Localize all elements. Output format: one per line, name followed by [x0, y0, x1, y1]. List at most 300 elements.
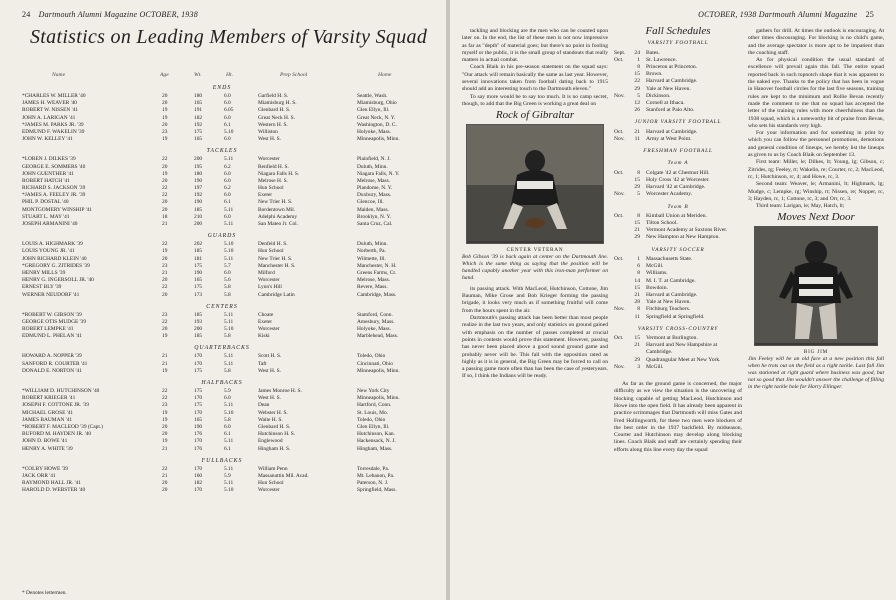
- table-row: [22, 270, 422, 277]
- player-height: 5.10: [224, 326, 234, 333]
- position-heading: ENDS: [212, 85, 232, 91]
- schedule-event: St. Lawrence.: [646, 56, 677, 63]
- table-row: [22, 221, 422, 228]
- table-row: [22, 178, 422, 185]
- player-prep-school: Denfeld H. S.: [258, 241, 288, 248]
- player-prep-school: Worcester: [258, 156, 280, 163]
- schedule-row: [614, 57, 742, 64]
- player-height: 6.0: [224, 114, 231, 121]
- player-prep-school: Dean: [258, 402, 270, 409]
- player-home: Manchester, N. H.: [357, 262, 397, 269]
- schedule-event: Vermont Academy at Saxtons River.: [646, 227, 728, 234]
- player-age: 20: [162, 121, 168, 128]
- player-home: Toledo, Ohio: [357, 416, 386, 423]
- schedule-month: Nov.: [614, 135, 625, 142]
- table-row: [22, 107, 422, 114]
- player-home: Hartford, Conn.: [357, 402, 392, 409]
- player-height: 6.0: [224, 177, 231, 184]
- right-page: [450, 0, 896, 600]
- player-age: 22: [162, 465, 168, 472]
- player-name: *LOREN J. DILKES '39: [22, 156, 76, 163]
- player-prep-school: Manchester H. S.: [258, 262, 296, 269]
- player-name: LOUIS A. HIGHMARK '39: [22, 241, 83, 248]
- schedule-event: Harvard at Cambridge.: [646, 291, 698, 298]
- player-weight: 175: [194, 284, 203, 291]
- player-age: 22: [162, 388, 168, 394]
- player-name: JOHN A. LARIGAN '41: [22, 114, 76, 121]
- schedule-month: Nov.: [614, 191, 625, 198]
- paragraph: Dartmouth's passing attack has been better than most people realize in the last two years, and only statistics on ground gained with emphasis on the number of passes completed at crucial points in contests would prove this statement. However, passing has never been placed above a good sound ground game and probably never will be. This fall with the opposition rated as highly as it is in general, the Big Green may be forced to call on a passing game more often than has been the case of yesteryears. If so, I think the Indians will be ready.: [462, 315, 608, 380]
- player-weight: 185: [194, 206, 203, 213]
- table-row: [22, 487, 422, 494]
- schedule-event: Worcester Academy.: [646, 191, 693, 198]
- player-age: 22: [162, 192, 168, 199]
- player-age: 19: [162, 438, 168, 445]
- fall-schedules: [614, 40, 742, 371]
- column-header-prep-school: Prep School: [280, 72, 308, 78]
- article-column-2: [614, 25, 742, 454]
- paragraph: As far as the ground game is concerned, the major difficulty as we view the situation is the uncovering of blocking capable of getting MacLeod, Hutchinson and Howe into the open field. It has already been apparent in practice scrimmages that Dartmouth will miss Gates and Fred Hollingworth, for these two men were blockers of the best order in the 1937 backfield. By midseason, Courter and Hutchinson may develop along blocking lines. Coach Blaik and staff are certainly spending their efforts along this line every day the squad: [614, 381, 742, 453]
- player-age: 20: [162, 423, 168, 430]
- player-age: 22: [162, 241, 168, 248]
- column-header-age: Age: [160, 72, 169, 78]
- player-height: 5.9: [224, 472, 231, 479]
- table-row: [22, 164, 422, 171]
- schedule-day: 1: [637, 255, 640, 262]
- left-page: [0, 0, 446, 600]
- player-height: 5.9: [224, 388, 231, 394]
- player-prep-school: Worcester: [258, 326, 280, 333]
- schedule-event: New Hampton at New Hampton.: [646, 234, 720, 241]
- schedule-event: Kimball Union at Meriden.: [646, 212, 707, 219]
- player-prep-school: West H. S.: [258, 136, 281, 143]
- player-name: BUFORD M. HAYDEN JR. '40: [22, 431, 92, 438]
- player-name: *ROBERT W. GIBSON '39: [22, 311, 82, 318]
- player-age: 22: [162, 318, 168, 325]
- player-home: Hackensack, N. J.: [357, 438, 396, 445]
- running-head-text-left: Dartmouth Alumni Magazine OCTOBER, 1938: [38, 10, 198, 19]
- paragraph: gathers for drill. At times the outlook is encouraging. At other times discouraging. For blocking is no child's game, and the average spectator is more apt to be impatient than the coaching staff.: [748, 28, 884, 56]
- schedule-row: [614, 256, 742, 263]
- column-header-home: Home: [378, 72, 392, 78]
- player-home: Miamisburg, Ohio: [357, 100, 397, 107]
- running-head-right: [698, 10, 880, 19]
- player-name: JOSEPH ARMANINI '40: [22, 221, 78, 227]
- schedule-row: [614, 306, 742, 313]
- player-weight: 191: [194, 107, 203, 114]
- schedule-event: Harvard at Cambridge.: [646, 128, 698, 135]
- player-name: WERNER NEUDORF '41: [22, 291, 80, 298]
- position-heading: CENTERS: [206, 303, 238, 310]
- schedule-event: Dickinson.: [646, 92, 671, 99]
- player-name: GEORGE OTIS MUDGE '39: [22, 318, 87, 325]
- table-row: [22, 312, 422, 319]
- player-weight: 170: [194, 409, 203, 416]
- player-weight: 176: [194, 431, 203, 438]
- player-age: 21: [162, 472, 168, 479]
- player-prep-school: Taft: [258, 360, 267, 367]
- player-name: JOHN D. BOWE '41: [22, 438, 68, 445]
- paragraph: Second team: Weaver, le; Armanini, lt; Highmark, lg; Mudge, c; Lempke, rg; Winship, rt; Nissen, re; Nopper, rc, 3; Hayden, rc, 1; Cottone, rc, 3; and Orr, rc, 3.: [748, 181, 884, 202]
- player-prep-school: Exeter: [258, 318, 273, 325]
- player-prep-school: Waite H. S.: [258, 416, 283, 423]
- page-number-left: 24: [22, 10, 31, 19]
- schedule-event: Army at West Point.: [646, 135, 692, 142]
- schedule-month: Oct.: [614, 169, 624, 176]
- table-row: [22, 115, 422, 122]
- center-veteran-caption-head: CENTER VETERAN: [506, 246, 564, 253]
- table-row: [22, 129, 422, 136]
- paragraph: Coach Blaik in his pre-season statement on the squad says: "Our attack will remain basically the same as last year. However, several innovations taken from football dating back to 1915 should add an interesting touch to the Dartmouth eleven.": [462, 64, 608, 93]
- article-column-3: [748, 28, 884, 391]
- player-height: 6.2: [224, 163, 231, 170]
- player-prep-school: Hutchinson H. S.: [258, 431, 296, 438]
- football-player-standing-image: [755, 227, 877, 343]
- player-prep-school: Niagara Falls H. S.: [258, 170, 300, 177]
- player-weight: 182: [194, 480, 203, 487]
- player-prep-school: West H. S.: [258, 367, 281, 374]
- player-home: Brooklyn, N. Y.: [357, 213, 391, 220]
- table-row: [22, 100, 422, 107]
- article-column-1: [462, 28, 608, 381]
- player-weight: 210: [194, 213, 203, 220]
- schedule-event: Yale at New Haven.: [646, 299, 691, 306]
- schedule-day: 8: [637, 212, 640, 219]
- player-height: 5.11: [224, 311, 234, 318]
- schedule-month: Oct.: [614, 56, 624, 63]
- player-name: JAMES H. WEAVER '40: [22, 100, 77, 107]
- schedule-day: 12: [634, 100, 640, 107]
- player-home: Holyoke, Mass.: [357, 326, 391, 333]
- table-row: [22, 277, 422, 284]
- schedule-day: 6: [637, 263, 640, 270]
- table-row: [22, 473, 422, 480]
- schedule-day: 21: [634, 342, 640, 349]
- player-name: *ROBERT F. MACLEOD '39 (Capt.): [22, 423, 103, 430]
- player-prep-school: Hun School: [258, 185, 284, 192]
- table-row: [22, 263, 422, 270]
- player-age: 20: [162, 206, 168, 213]
- player-height: 5.10: [224, 241, 234, 248]
- schedule-event: Princeton at Princeton.: [646, 64, 698, 70]
- player-name: JAMES BAUMAN '41: [22, 416, 73, 423]
- player-home: Duluth, Minn.: [357, 241, 388, 248]
- table-row: [22, 214, 422, 221]
- schedule-event: Brown.: [646, 71, 663, 78]
- player-name: *WILLIAM D. HUTCHINSON '40: [22, 388, 100, 394]
- player-age: 20: [162, 177, 168, 184]
- player-prep-school: Great Neck H. S.: [258, 114, 295, 121]
- schedule-event: Massachusetts State.: [646, 255, 693, 262]
- schedule-event: Springfield at Springfield.: [646, 313, 705, 320]
- schedule-row: [614, 227, 742, 234]
- player-name: ROBERT LEMPKE '41: [22, 326, 74, 333]
- schedule-day: 29: [634, 184, 640, 191]
- player-height: 5.8: [224, 367, 231, 374]
- player-prep-school: Worcester: [258, 277, 280, 284]
- ground-game-paragraphs: [614, 381, 742, 454]
- player-age: 22: [162, 395, 168, 402]
- player-age: 19: [162, 136, 168, 143]
- player-name: HENRY MILLS '39: [22, 269, 66, 276]
- player-name: ROBERT HATCH '41: [22, 177, 70, 184]
- schedule-row: [614, 335, 742, 342]
- player-prep-school: Cambridge Latin: [258, 291, 295, 298]
- player-weight: 165: [194, 277, 203, 284]
- player-home: Cambridge, Mass.: [357, 291, 397, 298]
- player-weight: 175: [194, 402, 203, 409]
- schedule-day: 15: [634, 71, 640, 78]
- player-weight: 197: [194, 185, 203, 192]
- player-name: ERNEST BLY '39: [22, 284, 62, 291]
- player-weight: 180: [194, 170, 203, 177]
- big-jim-caption: Jim Feeley will be an old face at a new position this fall when he trots out on the field as a right tackle. Last fall Jim was stationed at right guard where business was good, but not so good that Jim wouldn't answer the challenge of filling in the right tackle hole for Harry Ellinger.: [748, 356, 884, 391]
- player-prep-school: Western H. S.: [258, 121, 288, 128]
- table-row: [22, 284, 422, 291]
- paragraph: As for physical condition the usual standard of excellence will prevail again this fall. The entire squad reported back in such topnotch shape that it was apparent to the naked eye. Thanks to the policy that has been in vogue in Hanover football circles for the last five seasons, training rules are kept to the minimum and Rollie Bevan recently made the comment to me that no squad has accepted the letter of the training rules with more cheerfulness than the 1938 squad, which is a noteworthy bit of praise from Bevan, who sets his standards very high.: [748, 57, 884, 129]
- player-home: Seattle, Wash.: [357, 93, 388, 99]
- player-weight: 190: [194, 199, 203, 206]
- schedule-month: Oct.: [614, 335, 624, 342]
- player-prep-school: Miamisburg H. S.: [258, 100, 297, 107]
- schedule-day: 3: [637, 363, 640, 370]
- player-prep-school: Webster H. S.: [258, 409, 288, 416]
- player-home: Cincinnati, Ohio: [357, 360, 393, 367]
- table-row: [22, 248, 422, 255]
- player-home: Paterson, N. J.: [357, 480, 389, 487]
- position-heading: TACKLES: [206, 148, 238, 155]
- player-weight: 182: [194, 114, 203, 121]
- schedule-row: [614, 86, 742, 93]
- player-home: Minneapolis, Minn.: [357, 367, 400, 374]
- player-height: 5.10: [224, 409, 234, 416]
- player-weight: 195: [194, 163, 203, 170]
- schedule-day: 29: [634, 85, 640, 92]
- player-prep-school: Lynn's Hill: [258, 284, 282, 291]
- player-name: JOSEPH F. COTTONE JR. '39: [22, 402, 89, 409]
- player-home: Glen Ellyn, Ill.: [357, 107, 390, 114]
- position-heading: FULLBACKS: [201, 457, 243, 464]
- player-home: Mt. Lebanon, Pa.: [357, 472, 395, 479]
- player-prep-school: Massanuttin Mil. Acad.: [258, 472, 309, 479]
- player-height: 5.11: [224, 438, 234, 445]
- player-home: Minneapolis, Minn.: [357, 395, 400, 402]
- player-name: SANFORD R. COURTER '41: [22, 360, 88, 367]
- player-name: LOUIS YOUNG JR. '41: [22, 248, 75, 255]
- player-name: *COLBY HOWE '39: [22, 465, 68, 472]
- player-height: 5.8: [224, 333, 231, 340]
- player-height: 5.8: [224, 284, 231, 291]
- player-age: 21: [162, 445, 168, 452]
- schedule-row: [614, 78, 742, 85]
- schedule-day: 24: [634, 49, 640, 56]
- player-age: 19: [162, 409, 168, 416]
- table-row: [22, 353, 422, 360]
- schedule-heading: FRESHMAN FOOTBALL: [643, 148, 713, 155]
- football-player-crouch-image: [467, 125, 603, 241]
- table-row: [22, 446, 422, 453]
- player-height: 5.6: [224, 277, 231, 284]
- player-age: 20: [162, 326, 168, 333]
- schedule-event: M. I. T. at Cambridge.: [646, 277, 696, 284]
- player-age: 19: [162, 367, 168, 374]
- schedule-heading: Team A: [667, 160, 689, 167]
- player-prep-school: Hingham H. S.: [258, 445, 291, 452]
- table-row: [22, 361, 422, 368]
- table-row: [22, 199, 422, 206]
- player-home: Hingham, Mass.: [357, 445, 393, 452]
- player-age: 21: [162, 221, 168, 227]
- schedule-day: 22: [634, 78, 640, 85]
- schedule-heading: JUNIOR VARSITY FOOTBALL: [634, 119, 722, 126]
- schedule-row: [614, 177, 742, 184]
- player-name: HOWARD A. NOPPER '39: [22, 353, 82, 360]
- player-prep-school: Melrose H. S.: [258, 177, 288, 184]
- player-name: *CHARLES W. MILLER '40: [22, 93, 86, 99]
- schedule-row: [614, 213, 742, 220]
- player-height: 5.11: [224, 206, 234, 213]
- player-age: 23: [162, 402, 168, 409]
- player-height: 6.0: [224, 170, 231, 177]
- schedule-row: [614, 314, 742, 321]
- player-height: 5.11: [224, 221, 234, 227]
- player-prep-school: Bordentown Mil.: [258, 206, 296, 213]
- player-home: Duluth, Minn.: [357, 163, 388, 170]
- player-height: 6.05: [224, 107, 234, 114]
- player-prep-school: Scott H. S.: [258, 353, 282, 360]
- player-weight: 190: [194, 177, 203, 184]
- player-age: 19: [162, 170, 168, 177]
- player-weight: 170: [194, 353, 203, 360]
- player-home: Greens Farms, Ct.: [357, 269, 397, 276]
- player-name: PHIL P. DOSTAL '40: [22, 199, 69, 206]
- schedule-row: [614, 270, 742, 277]
- player-height: 5.11: [224, 318, 234, 325]
- schedule-row: [614, 136, 742, 143]
- player-weight: 170: [194, 438, 203, 445]
- player-height: 6.1: [224, 445, 231, 452]
- table-row: [22, 402, 422, 409]
- player-height: 6.0: [224, 136, 231, 143]
- table-row: [22, 417, 422, 424]
- paragraph: First team: Miller, le; Dilkes, lt; Young, lg; Gibson, c; Zitrides, rg; Feeley, rt; Wakelin, re; Courter, rc, 2; MacLeod, rc, 1; Hutchinson, rc, 4; and Howe, rc, 3.: [748, 159, 884, 180]
- player-weight: 185: [194, 311, 203, 318]
- player-name: MONTGOMERY WINSHIP '41: [22, 206, 92, 213]
- player-weight: 200: [194, 326, 203, 333]
- schedule-event: Bowdoin.: [646, 284, 668, 291]
- schedule-row: [614, 129, 742, 136]
- player-age: 20: [162, 277, 168, 284]
- schedule-day: 14: [634, 277, 640, 284]
- player-weight: 175: [194, 367, 203, 374]
- player-height: 5.7: [224, 262, 231, 269]
- schedule-event: Harvard '42 at Cambridge.: [646, 184, 706, 191]
- player-home: Melrose, Mass.: [357, 277, 391, 284]
- player-weight: 170: [194, 465, 203, 472]
- player-home: Great Neck, N. Y.: [357, 114, 396, 121]
- player-weight: 190: [194, 269, 203, 276]
- player-weight: 181: [194, 255, 203, 262]
- player-prep-school: Adelphi Academy: [258, 213, 298, 220]
- running-head-left: [16, 10, 198, 19]
- player-height: 6.0: [224, 423, 231, 430]
- player-age: 22: [162, 185, 168, 192]
- schedule-day: 29: [634, 356, 640, 363]
- player-home: Santa Cruz, Cal.: [357, 221, 393, 227]
- schedule-row: [614, 263, 742, 270]
- schedule-event: Yale at New Haven.: [646, 85, 691, 92]
- player-age: 20: [162, 199, 168, 206]
- player-prep-school: Hun School: [258, 248, 284, 255]
- rock-of-gibraltar-title: Rock of Gibraltar: [495, 109, 575, 122]
- player-age: 23: [162, 262, 168, 269]
- table-row: [22, 171, 422, 178]
- player-age: 20: [162, 100, 168, 107]
- player-age: 21: [162, 269, 168, 276]
- schedule-day: 8: [637, 64, 640, 70]
- column-header-height: Ht.: [226, 72, 233, 78]
- player-age: 20: [162, 291, 168, 298]
- player-weight: 200: [194, 221, 203, 227]
- player-home: Minneapolis, Minn.: [357, 136, 400, 143]
- player-home: Plandome, N. Y.: [357, 185, 393, 192]
- player-height: 6.1: [224, 121, 231, 128]
- table-row: [22, 136, 422, 143]
- schedule-day: 11: [634, 135, 640, 142]
- player-home: Amesbury, Mass.: [357, 318, 395, 325]
- schedule-day: 1: [637, 56, 640, 63]
- player-home: Melrose, Mass.: [357, 177, 391, 184]
- player-prep-school: Kiski: [258, 333, 270, 340]
- player-height: 5.11: [224, 402, 234, 409]
- player-weight: 165: [194, 100, 203, 107]
- player-name: GEORGE E. SOMMERS '40: [22, 163, 86, 170]
- player-home: Torresdale, Pa.: [357, 465, 390, 472]
- table-row: [22, 122, 422, 129]
- player-home: Hutchinson, Kan.: [357, 431, 395, 438]
- player-height: 5.11: [224, 465, 234, 472]
- player-weight: 200: [194, 156, 203, 163]
- schedule-day: 11: [634, 313, 640, 320]
- player-home: Glen Ellyn, Ill.: [357, 423, 390, 430]
- moves-next-door-title: Moves Next Door: [777, 211, 855, 224]
- schedule-row: [614, 170, 742, 177]
- player-home: Wilmette, Ill.: [357, 255, 386, 262]
- schedule-month: Nov.: [614, 92, 625, 99]
- article-paragraphs-bottom: [462, 286, 608, 381]
- player-height: 5.10: [224, 487, 234, 494]
- player-weight: 173: [194, 291, 203, 298]
- center-veteran-photo: [466, 124, 604, 244]
- schedule-month: Oct.: [614, 128, 624, 135]
- player-age: 22: [162, 156, 168, 163]
- player-height: 6.0: [224, 213, 231, 220]
- schedule-event: Cornell at Ithaca.: [646, 100, 685, 107]
- schedule-row: [614, 357, 742, 364]
- player-height: 5.11: [224, 255, 234, 262]
- player-height: 6.1: [224, 199, 231, 206]
- footnote: * Denotes lettermen.: [22, 590, 67, 596]
- player-weight: 190: [194, 423, 203, 430]
- player-weight: 160: [194, 472, 203, 479]
- player-weight: 185: [194, 248, 203, 255]
- paragraph: Third team: Larigan, le; May, Hatch, lt;: [756, 203, 845, 210]
- schedule-row: [614, 278, 742, 285]
- schedule-event: Tilton School.: [646, 220, 678, 227]
- player-age: 21: [162, 353, 168, 360]
- player-age: 19: [162, 333, 168, 340]
- big-jim-caption-head: BIG JIM: [803, 348, 829, 355]
